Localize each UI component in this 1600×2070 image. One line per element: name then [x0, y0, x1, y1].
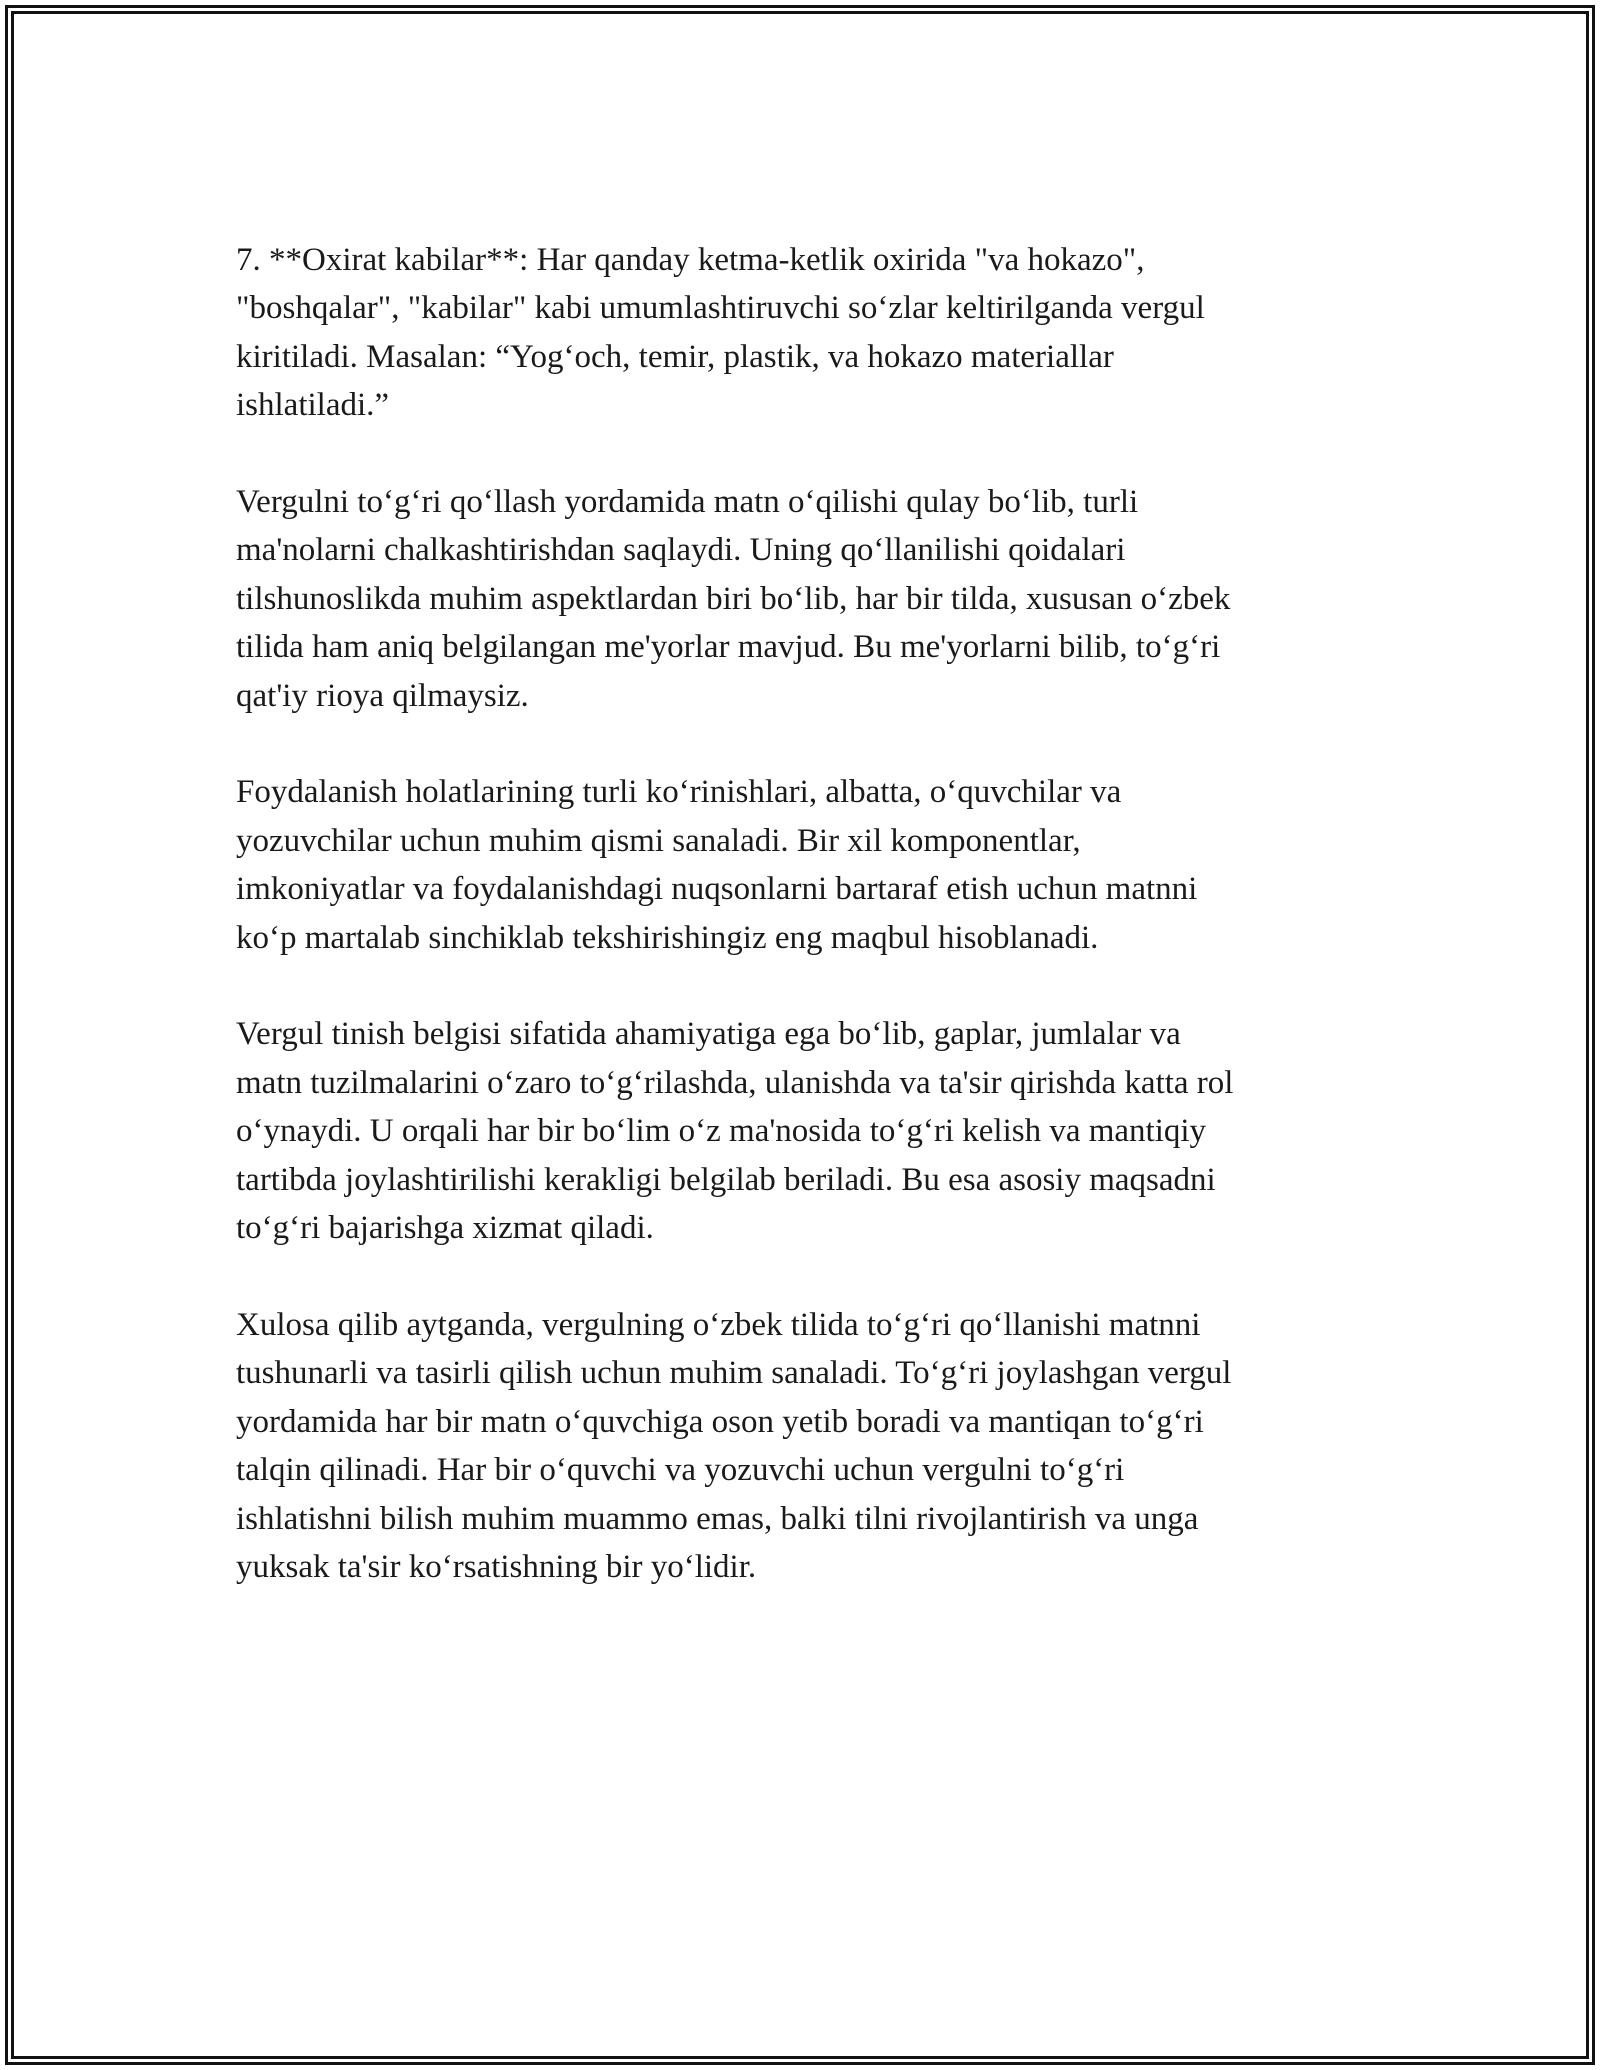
text-line: kiritiladi. Masalan: “Yog‘och, temir, plastik, va hokazo materiallar	[236, 338, 1114, 375]
text-line: talqin qilinadi. Har bir o‘quvchi va yozuvchi uchun vergulni to‘g‘ri	[236, 1452, 1125, 1489]
text-line: ishlatishni bilish muhim muammo emas, balki tilni rivojlantirish va unga	[236, 1500, 1199, 1537]
paragraph-comma-role	[236, 1010, 1366, 1252]
text-line: tushunarli va tasirli qilish uchun muhim sanaladi. To‘g‘ri joylashgan vergul	[236, 1355, 1232, 1392]
text-line: yozuvchilar uchun muhim qismi sanaladi. Bir xil komponentlar,	[236, 822, 1081, 859]
paragraph-correct-usage	[236, 478, 1366, 720]
text-line: qat'iy rioya qilmaysiz.	[236, 677, 529, 714]
document-body	[236, 236, 1366, 1640]
text-line: Foydalanish holatlarining turli ko‘rinishlari, albatta, o‘quvchilar va	[236, 774, 1122, 811]
text-line: "boshqalar", "kabilar" kabi umumlashtiruvchi so‘zlar keltirilganda vergul	[236, 290, 1205, 327]
text-line: tartibda joylashtirilishi kerakligi belgilab beriladi. Bu esa asosiy maqsadni	[236, 1161, 1216, 1198]
paragraph-conclusion	[236, 1301, 1366, 1591]
text-line: ma'nolarni chalkashtirishdan saqlaydi. Uning qo‘llanilishi qoidalari	[236, 532, 1126, 569]
text-line: yuksak ta'sir ko‘rsatishning bir yo‘lidir.	[236, 1548, 757, 1585]
text-line: Vergulni to‘g‘ri qo‘llash yordamida matn o‘qilishi qulay bo‘lib, turli	[236, 484, 1139, 521]
text-line: yordamida har bir matn o‘quvchiga oson yetib boradi va mantiqan to‘g‘ri	[236, 1403, 1204, 1440]
text-line: imkoniyatlar va foydalanishdagi nuqsonlarni bartaraf etish uchun matnni	[236, 871, 1198, 908]
text-line: tilshunoslikda muhim aspektlardan biri bo‘lib, har bir tilda, xususan o‘zbek	[236, 580, 1231, 617]
paragraph-ending-examples	[236, 236, 1366, 430]
text-line: to‘g‘ri bajarishga xizmat qiladi.	[236, 1210, 654, 1247]
text-line: ishlatiladi.”	[236, 387, 390, 424]
text-line: o‘ynaydi. U orqali har bir bo‘lim o‘z ma'nosida to‘g‘ri kelish va mantiqiy	[236, 1113, 1207, 1150]
paragraph-usage-cases	[236, 768, 1366, 962]
text-line: Vergul tinish belgisi sifatida ahamiyatiga ega bo‘lib, gaplar, jumlalar va	[236, 1016, 1181, 1053]
text-line: 7. **Oxirat kabilar**: Har qanday ketma-ketlik oxirida "va hokazo",	[236, 242, 1145, 278]
text-line: Xulosa qilib aytganda, vergulning o‘zbek tilida to‘g‘ri qo‘llanishi matnni	[236, 1306, 1201, 1343]
text-line: tilida ham aniq belgilangan me'yorlar mavjud. Bu me'yorlarni bilib, to‘g‘ri	[236, 629, 1221, 666]
text-line: ko‘p martalab sinchiklab tekshirishingiz eng maqbul hisoblanadi.	[236, 919, 1099, 956]
text-line: matn tuzilmalarini o‘zaro to‘g‘rilashda, ulanishda va ta'sir qirishda katta rol	[236, 1064, 1234, 1101]
